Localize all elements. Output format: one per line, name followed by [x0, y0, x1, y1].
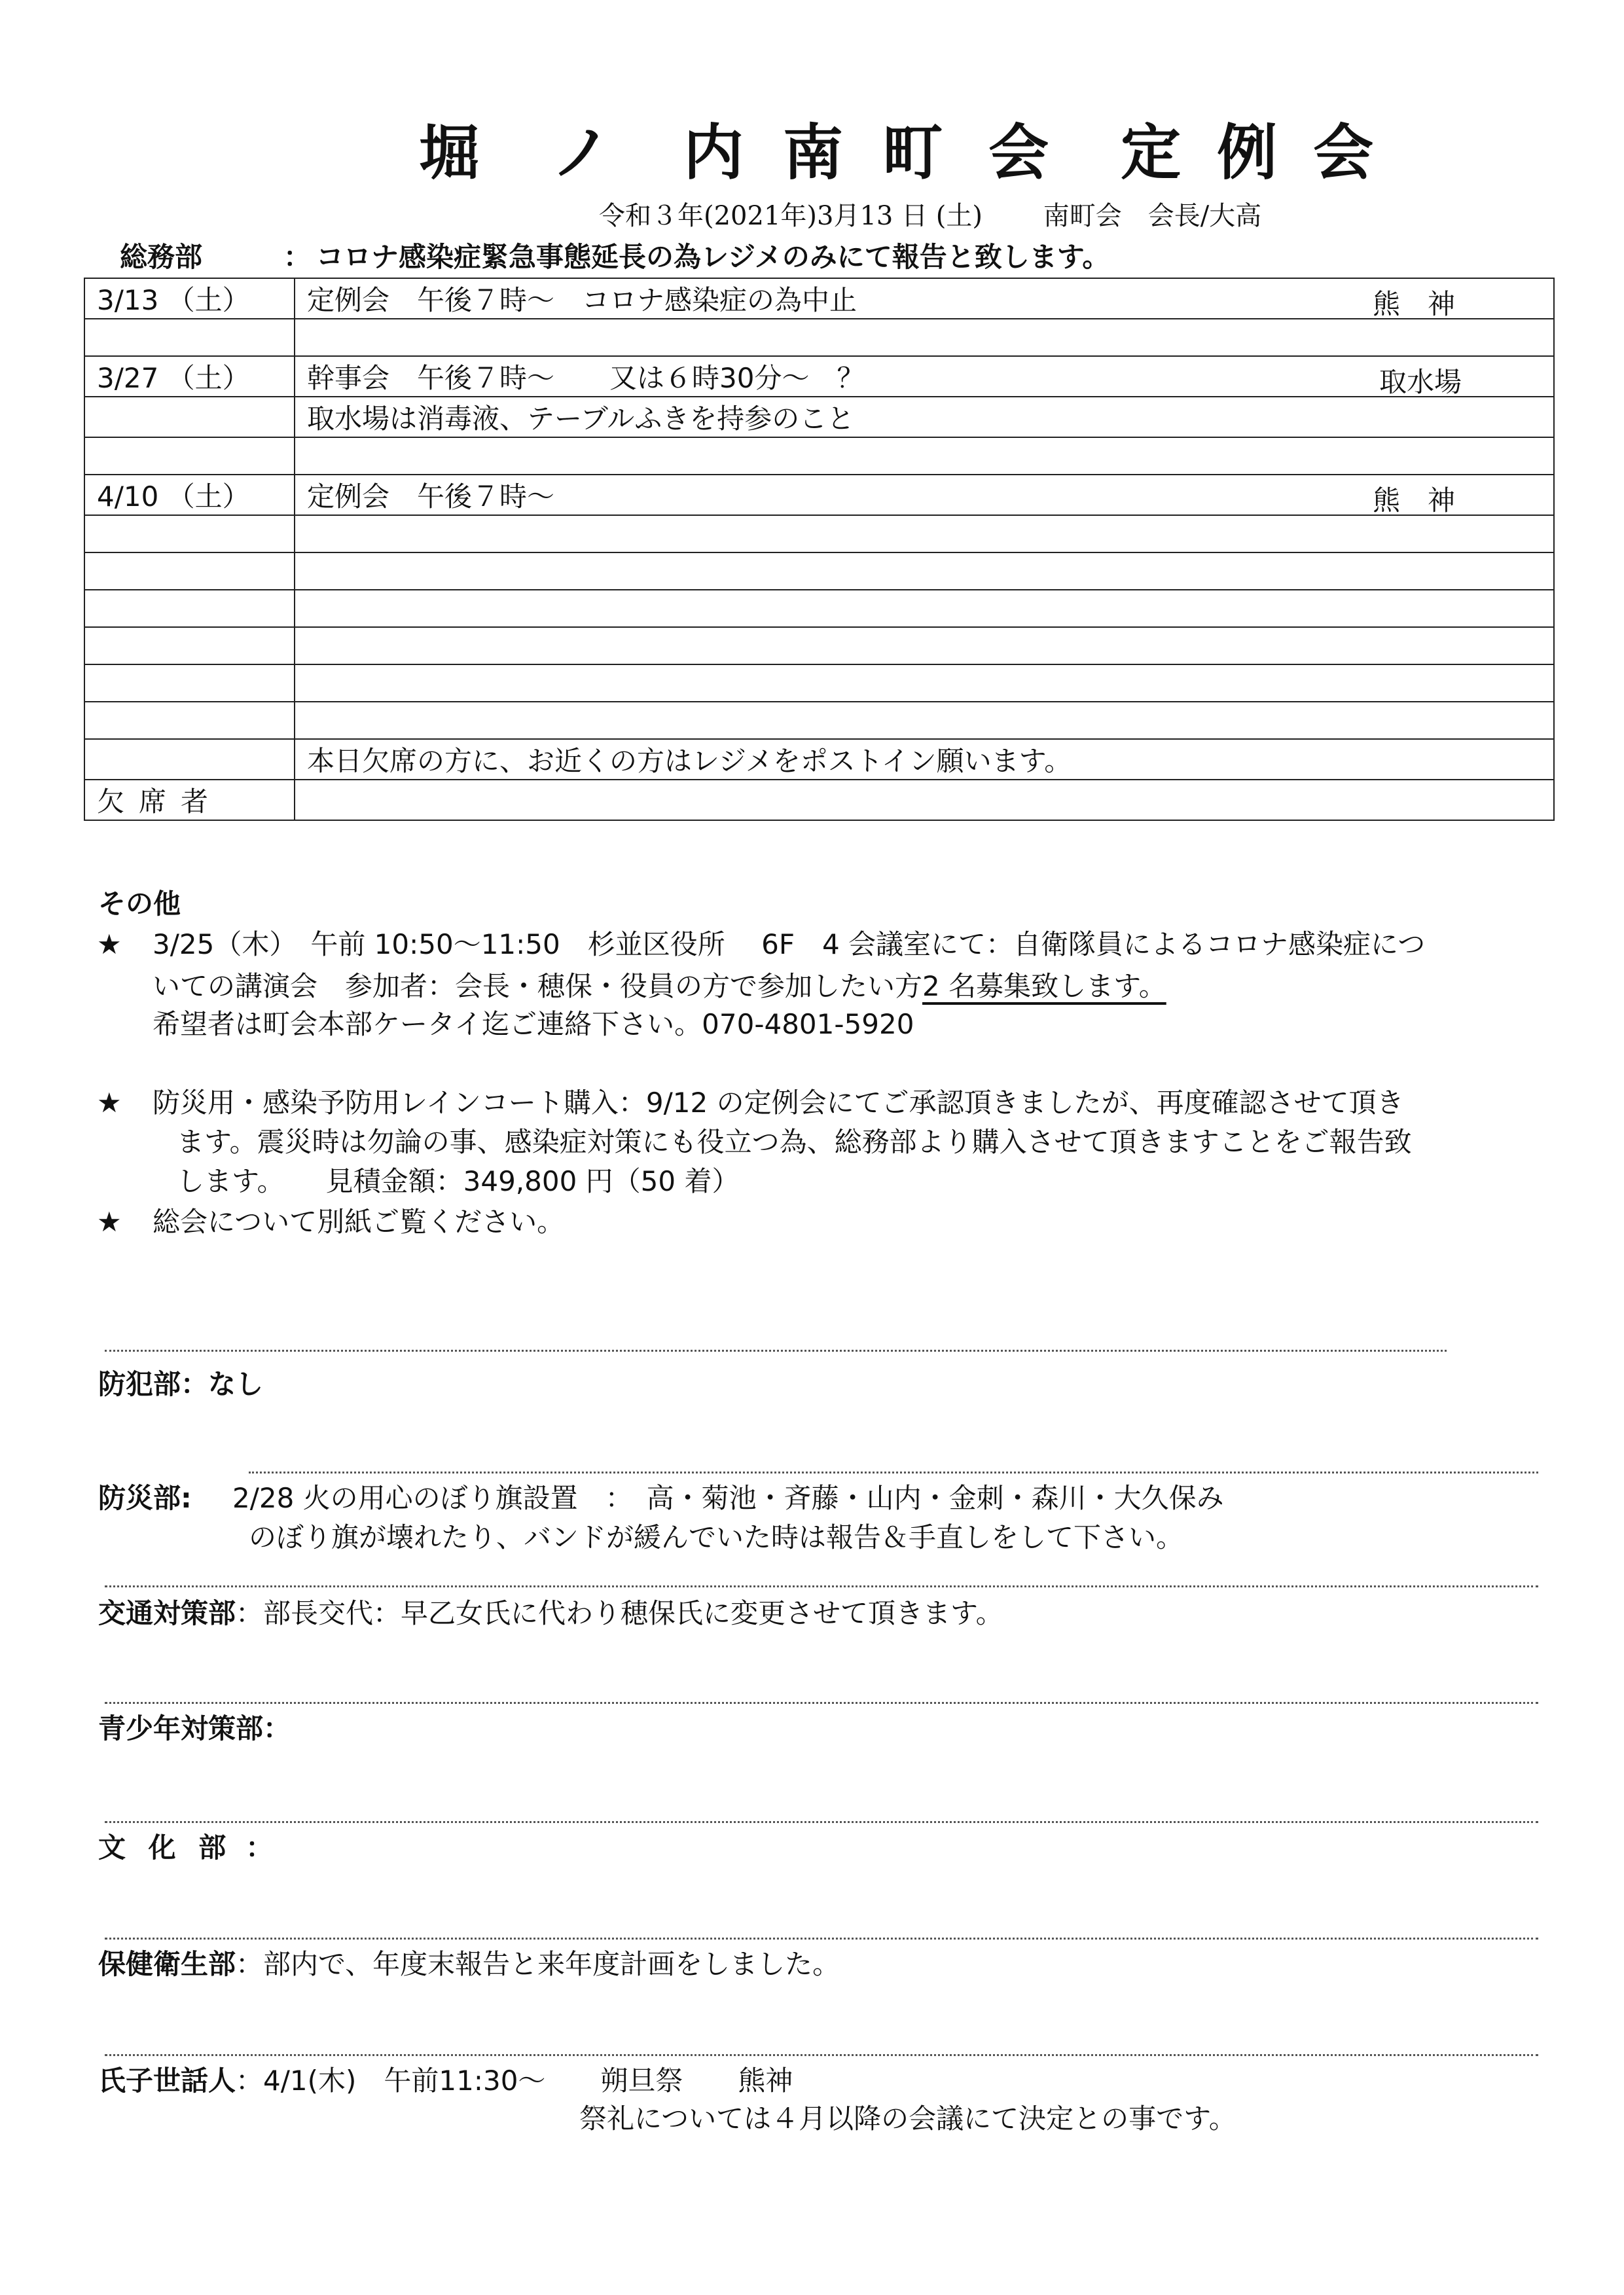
schedule-date [84, 319, 295, 356]
seishounen-text: ： [263, 1712, 291, 1744]
star-icon: ★ [97, 928, 122, 960]
schedule-place: 熊 神 [1372, 288, 1455, 320]
schedule-date: 3/27 （土） [84, 356, 295, 397]
table-row [84, 437, 1554, 475]
separator [105, 1702, 1538, 1704]
absent-label: 欠席者 [84, 780, 295, 820]
schedule-text: 定例会 午後７時～ [307, 480, 555, 513]
schedule-date [84, 664, 295, 702]
schedule-item [295, 702, 1554, 739]
schedule-text: 取水場は消毒液、テーブルふきを持参のこと [307, 403, 855, 435]
ujiko-line2: 祭礼については４月以降の会議にて決定との事です。 [579, 2103, 1236, 2135]
bousai-label: 防災部: [98, 1482, 192, 1514]
table-row [84, 627, 1554, 664]
koutsuu-text: ：部長交代：早乙女氏に代わり穂保氏に変更させて頂きます。 [236, 1597, 1003, 1629]
table-row [84, 278, 1554, 319]
other-item-1-line1: 3/25（木） 午前 10:50～11:50 杉並区役所 6F 4 会議室にて：自衛隊員によるコロナ感染症につ [153, 928, 1426, 960]
koutsuu-section [98, 1592, 1003, 1631]
title-char: 内 [683, 117, 744, 188]
ujiko-section [98, 2059, 793, 2099]
date-line: 令和３年(2021年)3月13 日 (土) 南町会 会長/大高 [599, 201, 1262, 231]
schedule-date [84, 590, 295, 627]
schedule-date [84, 437, 295, 475]
schedule-item [295, 590, 1554, 627]
bouhan-section [98, 1363, 263, 1402]
schedule-item [295, 475, 1554, 515]
hoken-label: 保健衛生部 [98, 1948, 236, 1980]
other-item-2-line3: します。 見積金額：349,800 円（50 着） [177, 1165, 740, 1197]
title-char: 会 [1313, 117, 1374, 188]
soumu-text: コロナ感染症緊急事態延長の為レジメのみにて報告と致します。 [316, 241, 1110, 273]
bousai-section [98, 1477, 1224, 1516]
other-item-1-line3: 希望者は町会本部ケータイ迄ご連絡下さい。070-4801-5920 [153, 1008, 914, 1040]
separator [105, 1938, 1538, 1940]
table-row [84, 319, 1554, 356]
schedule-item: 本日欠席の方に、お近くの方はレジメをポストイン願います。 [295, 739, 1554, 780]
other-item-1 [97, 923, 1425, 962]
other-item-1-line2-text: いての講演会 参加者：会長・穂保・役員の方で参加したい方 [153, 970, 923, 1002]
star-icon: ★ [97, 1206, 122, 1238]
table-row [84, 356, 1554, 397]
bousai-line2: のぼり旗が壊れたり、バンドが緩んでいた時は報告＆手直しをして下さい。 [249, 1521, 1184, 1553]
ujiko-line1: ：4/1(木) 午前11:30～ 朔旦祭 熊神 [236, 2065, 793, 2097]
absent-names [295, 780, 1554, 820]
separator [105, 1821, 1538, 1823]
title-char: 町 [882, 117, 943, 188]
schedule-item [295, 627, 1554, 664]
soumu-header [120, 236, 1110, 275]
schedule-item [295, 356, 1554, 397]
title-char: 会 [988, 117, 1049, 188]
separator [105, 1585, 1538, 1587]
table-row [84, 515, 1554, 552]
page-title [419, 105, 1373, 191]
other-item-2-line1: 防災用・感染予防用レインコート購入：9/12 の定例会にてご承認頂きましたが、再度確認させて頂き [153, 1087, 1404, 1119]
table-row [84, 702, 1554, 739]
other-item-3 [97, 1201, 564, 1240]
title-char: 堀 [419, 117, 480, 188]
bouhan-text: ：なし [181, 1368, 264, 1400]
schedule-text: 幹事会 午後７時～ 又は６時30分～ ？ [307, 362, 865, 394]
bousai-line1: 2/28 火の用心のぼり旗設置 ： 高・菊池・斉藤・山内・金刺・森川・大久保み [232, 1482, 1224, 1514]
schedule-date [84, 702, 295, 739]
schedule-item [295, 278, 1554, 319]
title-char: 南 [783, 117, 844, 188]
schedule-item [295, 319, 1554, 356]
soumu-colon: ： [283, 241, 312, 273]
table-row [84, 739, 1554, 780]
table-row [84, 475, 1554, 515]
ujiko-label: 氏子世話人 [98, 2065, 236, 2097]
soumu-label: 総務部 [120, 241, 203, 273]
other-item-2 [97, 1081, 1404, 1121]
schedule-date [84, 552, 295, 590]
hoken-text: ：部内で、年度末報告と来年度計画をしました。 [236, 1948, 840, 1980]
separator [105, 2054, 1538, 2056]
other-heading: その他 [98, 888, 181, 920]
absent-row [84, 780, 1554, 820]
schedule-date: 3/13 （土） [84, 278, 295, 319]
schedule-item [295, 664, 1554, 702]
other-item-1-line2 [153, 965, 1166, 1004]
hoken-section [98, 1943, 840, 1982]
schedule-text: 定例会 午後７時～ コロナ感染症の為中止 [307, 284, 857, 316]
other-item-3-text: 総会について別紙ご覧ください。 [153, 1206, 565, 1238]
bunka-section [98, 1826, 280, 1866]
bunka-label: 文 化 部 [98, 1832, 233, 1864]
other-item-2-line2: ます。震災時は勿論の事、感染症対策にも役立つ為、総務部より購入させて頂きますことをご報告致 [177, 1126, 1412, 1158]
title-char: 例 [1217, 117, 1278, 188]
schedule-item [295, 552, 1554, 590]
koutsuu-label: 交通対策部 [98, 1597, 236, 1629]
table-row [84, 552, 1554, 590]
table-row [84, 664, 1554, 702]
seishounen-section [98, 1707, 291, 1746]
schedule-date: 4/10 （土） [84, 475, 295, 515]
table-row [84, 590, 1554, 627]
schedule-table [84, 278, 1555, 821]
schedule-item [295, 397, 1554, 437]
bouhan-label: 防犯部 [98, 1368, 181, 1400]
schedule-place: 取水場 [1379, 366, 1462, 398]
separator [249, 1472, 1538, 1473]
schedule-date [84, 515, 295, 552]
table-row [84, 397, 1554, 437]
title-char: ノ [551, 117, 612, 188]
recruit-notice: 2 名募集致します。 [922, 970, 1166, 1002]
schedule-item [295, 437, 1554, 475]
schedule-date [84, 627, 295, 664]
star-icon: ★ [97, 1087, 122, 1119]
separator [105, 1350, 1447, 1352]
schedule-date [84, 739, 295, 780]
schedule-date [84, 397, 295, 437]
seishounen-label: 青少年対策部 [98, 1712, 264, 1744]
title-char: 定 [1121, 117, 1182, 188]
schedule-item [295, 515, 1554, 552]
bunka-text: ： [245, 1832, 280, 1864]
schedule-place: 熊 神 [1372, 484, 1455, 516]
